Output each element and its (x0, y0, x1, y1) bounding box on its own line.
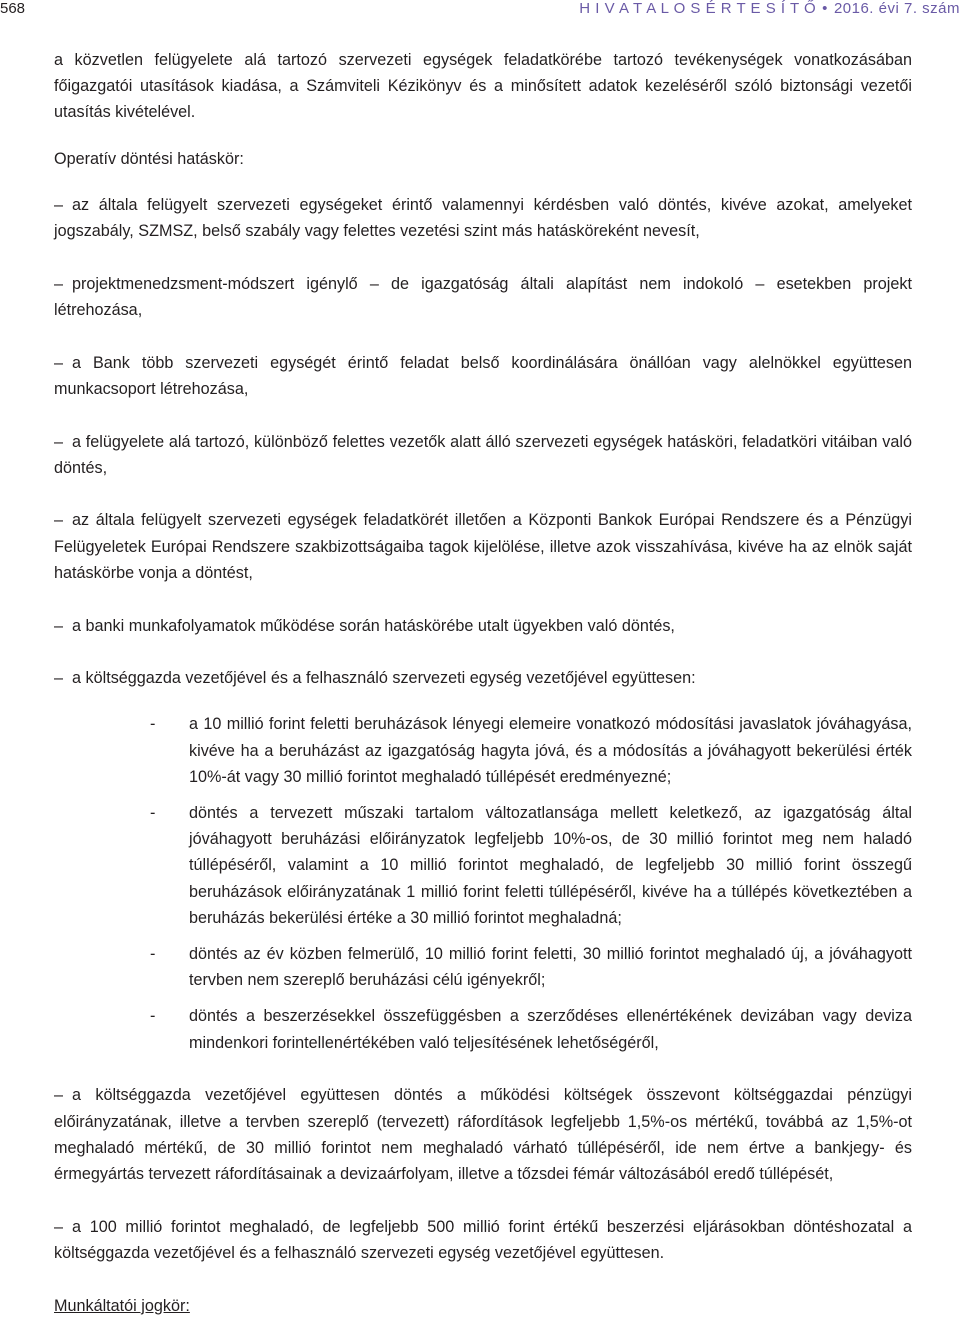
list-item (54, 613, 912, 639)
list-item (54, 507, 912, 586)
hyphen-marker: - (150, 945, 156, 964)
list-item (54, 271, 912, 323)
journal-name: H I V A T A L O S É R T E S Í T Ő (579, 0, 817, 17)
list-item (54, 350, 912, 402)
section-heading-operative: Operatív döntési hatáskör: (54, 149, 244, 168)
dash-marker: – (54, 669, 64, 688)
dash-marker: – (54, 511, 64, 530)
list-item (54, 1214, 912, 1266)
list-item-text: az általa felügyelt szervezeti egységeket érintő valamennyi kérdésben való döntés, kivéve azokat, amelyeket jogszabály, SZMSZ, belső szabály vagy felettes vezetési szint más hatásköreként nevesít, (54, 195, 912, 241)
dash-marker: – (54, 274, 64, 293)
list-item (54, 429, 912, 481)
list-item-text: az általa felügyelt szervezeti egységek feladatkörét illetően a Központi Bankok Európai Rendszere és a Pénzügyi Felügyeletek Európai Rendszere szakbizottságaiba tagok kijelölése, illetve azok visszahívása, kivéve ha az elnök saját hatáskörbe vonja a döntést, (54, 511, 912, 582)
page-number: 568 (0, 0, 26, 17)
hyphen-marker: - (150, 804, 156, 823)
dash-marker: – (54, 616, 64, 635)
dash-marker: – (54, 432, 64, 451)
list-item-text: a felügyelete alá tartozó, különböző felettes vezetők alatt álló szervezeti egységek hatásköri, feladatköri vitáiban való döntés, (54, 432, 912, 477)
dash-marker: – (54, 353, 64, 372)
list-item-text: a Bank több szervezeti egységét érintő feladat belső koordinálására önállóan vagy alelnökkel együttesen munkacsoport létrehozása, (54, 353, 912, 398)
sub-list-item-text: döntés a beszerzésekkel összefüggésben a szerződéses ellenértékének devizában vagy deviza mindenkori forintellenértékében való teljesítésének lehetőségéről, (189, 1007, 912, 1052)
hyphen-marker: - (150, 1007, 156, 1026)
sub-list-item (54, 941, 912, 993)
dash-marker: – (54, 1086, 64, 1105)
hyphen-marker: - (150, 715, 156, 734)
header-separator: • (822, 0, 828, 17)
section-heading-employer (54, 1293, 912, 1319)
list-item-text: a költséggazda vezetőjével és a felhasználó szervezeti egység vezetőjével együttesen: (72, 669, 696, 688)
sub-list-item (54, 711, 912, 790)
list-item (54, 192, 912, 244)
list-item-text: a 100 millió forintot meghaladó, de legfeljebb 500 millió forint értékű beszerzési eljárásokban döntéshozatal a költséggazda vezetőjével és a felhasználó szervezeti egység vezetőjével együttesen. (54, 1217, 912, 1262)
list-item-text: projektmenedzsment-módszert igénylő – de igazgatóság általi alapítást nem indokoló – esetekben projekt létrehozása, (54, 274, 912, 319)
list-item-text: a költséggazda vezetőjével együttesen döntés a működési költségek összevont költséggazdai pénzügyi előirányzatának, illetve a tervben szereplő (tervezett) ráfordítások legfeljebb 1,5%-os mértékű, továbbá az 1,5%-ot meghaladó mértékű, de 30 millió forintot nem meghaladó várható túllépéséről, ide nem értve a bankjegy- és érmegyártás tervezett ráfordításainak a devizaárfolyam, illetve a tőzsdei fémár változásából eredő túllépését, (54, 1086, 912, 1183)
document-body (54, 47, 912, 1319)
intro-paragraph: a közvetlen felügyelete alá tartozó szervezeti egységek feladatkörébe tartozó tevékenységek vonatkozásában főigazgatói utasítások kiadása, a Számviteli Kézikönyv és a minősített adatok kezeléséről szóló biztonsági vezetői utasítás kivételével. (54, 51, 912, 122)
sub-list-item-text: döntés az év közben felmerülő, 10 millió forint feletti, 30 millió forintot meghaladó új, a jóváhagyott tervben nem szereplő beruházási célú igényekről; (189, 945, 912, 990)
page-header (0, 0, 960, 20)
dash-marker: – (54, 1217, 64, 1236)
sub-list-item (54, 800, 912, 931)
issue-number: 2016. évi 7. szám (833, 0, 960, 17)
sub-list-item (54, 1003, 912, 1055)
sub-list-item-text: döntés a tervezett műszaki tartalom változatlansága mellett keletkező, az igazgatóság által jóváhagyott beruházási előirányzatok legfeljebb 10%-os, de 30 millió forintot meg nem haladó túllépéséről, valamint a 10 millió forintot meghaladó, de legfeljebb 30 millió forint összegű beruházások előirányzatának 1 millió forint feletti túllépéséről, kivéve ha a túllépés következtében a beruházás bekerülési értéke a 30 millió forintot meghaladná; (189, 804, 912, 927)
list-item-text: a banki munkafolyamatok működése során hatáskörébe utalt ügyekben való döntés, (72, 616, 675, 635)
section-heading-employer-text: Munkáltatói jogkör: (54, 1296, 190, 1315)
list-item (54, 1082, 912, 1187)
list-item (54, 665, 912, 691)
journal-title (579, 0, 960, 18)
sub-list-item-text: a 10 millió forint feletti beruházások lényegi elemeire vonatkozó módosítási javaslatok jóváhagyása, kivéve ha a beruházást az igazgatóság hagyta jóvá, és a módosítás a jóváhagyott bekerülési érték 10%-át vagy 30 millió forintot meghaladó túllépését eredményezné; (189, 715, 912, 786)
dash-marker: – (54, 195, 64, 214)
